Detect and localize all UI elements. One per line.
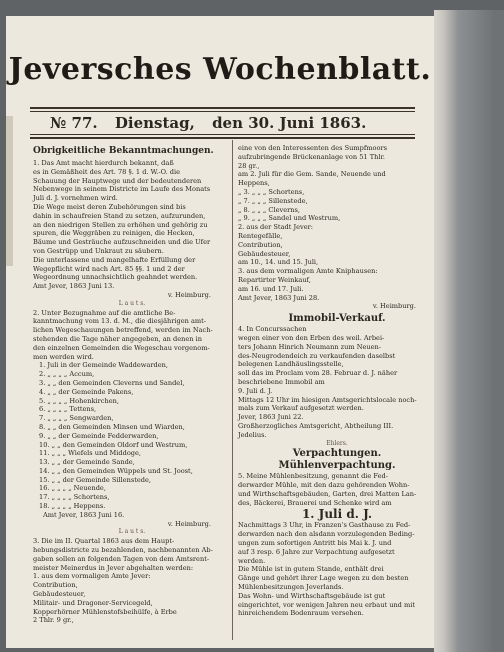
text-line: 18. „ „ „ „ Heppens. xyxy=(39,502,106,511)
right-column xyxy=(238,144,434,618)
text-line: Militair- und Dragoner-Servicegeld, xyxy=(33,598,153,607)
text-line: gaben sollen an folgenden Tagen von dem Amtsrent- xyxy=(33,554,210,563)
issue-number: № 77. xyxy=(50,114,98,132)
text-line: hebungsdistricte zu bezahlenden, nachbenannten Ab- xyxy=(33,546,213,555)
text-line: Großherzogliches Amtsgericht, Abtheilung III. xyxy=(238,421,394,430)
text-line: hinreichendem Bodenraum versehen. xyxy=(238,609,364,618)
text-line: 3. „ „ den Gemeinden Cleverns und Sandel, xyxy=(39,378,185,387)
text-line: 7. „ „ „ „ Sengwarden, xyxy=(39,414,114,423)
text-line: Die Mühle ist in gutem Stande, enthält drei xyxy=(238,565,384,574)
text-line: Repartirter Weinkauf, xyxy=(238,275,311,284)
text-line: 5. „ „ „ „ Hohenkirchen, xyxy=(39,396,119,405)
text-line: Rentegefälle, xyxy=(238,231,283,240)
notice-date: Amt Jever, 1863 Juni 16. xyxy=(43,510,125,519)
newspaper-page xyxy=(6,16,434,648)
divider-note: Ehlers. xyxy=(326,439,348,447)
section-heading: Immobil-Verkauf. xyxy=(288,313,386,325)
text-line: auf 3 resp. 6 Jahre zur Verpachtung aufgesetzt xyxy=(238,547,395,556)
section-subheading: Mühlenverpachtung. xyxy=(278,460,396,472)
book-spine xyxy=(434,10,504,652)
text-line: beschriebene Immobil am xyxy=(238,377,325,386)
signature: v. Heimburg. xyxy=(167,290,211,299)
text-line: Heppens, xyxy=(238,179,270,188)
column-divider xyxy=(232,140,233,640)
issue-day: Dienstag, xyxy=(114,114,195,132)
text-line: Contribution, xyxy=(33,581,78,590)
text-line: 28 gr., xyxy=(238,161,260,170)
text-line: derwarden nach den alsdann vorzulegenden Beding- xyxy=(238,530,415,539)
text-line: wegen einer von den Erben des weil. Arbei- xyxy=(238,333,385,342)
text-line: Jever, 1863 Juni 22. xyxy=(238,413,304,422)
text-line: Die Wege meist deren Zubehörungen sind bis xyxy=(33,202,186,211)
signature: v. Heimburg. xyxy=(167,519,211,528)
highlight-date: 1. Juli d. J. xyxy=(301,507,373,522)
text-line: 2. „ „ „ „ Accum, xyxy=(39,370,95,379)
text-line: 2. aus der Stadt Jever: xyxy=(238,223,314,232)
text-line: 6. „ „ „ „ Tettens, xyxy=(39,405,97,414)
text-line: Das Wohn- und Wirthschaftsgebäude ist gut xyxy=(238,591,386,600)
text-line: und Wirthschaftsgebäuden, Garten, drei Matten Lan- xyxy=(238,489,417,498)
section-heading: Verpachtungen. xyxy=(292,448,382,460)
text-line: 4. „ „ der Gemeinde Pakens, xyxy=(39,387,134,396)
masthead-rule xyxy=(30,107,415,109)
text-line: ungen zum sofortigen Antritt bis Mai k. J. und xyxy=(238,539,392,548)
text-line: werden. xyxy=(238,556,266,565)
text-line: dahin in schaufreien Stand zu setzen, aufzurunden, xyxy=(33,211,206,220)
text-line: am 10., 14. und 15. Juli, xyxy=(238,258,319,267)
text-line: 1. aus dem vormaligen Amte Jever: xyxy=(33,572,151,581)
text-line: Amt Jever, 1863 Juni 13. xyxy=(33,282,115,291)
signature: v. Heimburg. xyxy=(372,302,416,311)
text-line: Nebenwege in seinem Districte im Laufe des Monats xyxy=(33,185,211,194)
text-line: „ 8. „ „ „ Cleverns, xyxy=(238,205,300,214)
text-line: Kopperhörner Mühlenstofsbeihülfe, à Erbe xyxy=(33,607,177,616)
text-line: eingerichtet, vor wenigen Jahren neu erbaut und mit xyxy=(238,600,416,609)
text-line: 5. Meine Mühlenbesitzung, genannt die Fed- xyxy=(238,472,388,481)
text-line: Amt Jever, 1863 Juni 28. xyxy=(238,293,320,302)
notice-1 xyxy=(33,159,231,291)
text-line: stehenden die Tage näher angegeben, an denen in xyxy=(33,334,202,343)
notice-2 xyxy=(33,309,231,362)
text-line: Mittags 12 Uhr im hiesigen Amtsgerichtslocale noch- xyxy=(238,395,417,404)
left-column xyxy=(33,144,231,625)
text-line: 3. aus dem vormaligen Amte Kniphausen: xyxy=(238,267,378,276)
text-line: 15. „ „ der Gemeinde Sillenstede, xyxy=(39,475,152,484)
notice-5-cont xyxy=(238,521,434,618)
text-line: Jedelius. xyxy=(238,430,267,439)
text-line: Gebäudesteuer, xyxy=(238,249,291,258)
text-line: „ 3. „ „ „ Schortens, xyxy=(238,187,305,196)
text-line: Bäume und Gesträuche aufzuschneiden und die Ufer xyxy=(33,238,211,247)
text-line: Contribution, xyxy=(238,240,283,249)
text-line: belegenen Landhäuslingsstelle, xyxy=(238,360,344,369)
text-line: meister Meinerdus in Jever abgehalten werden: xyxy=(33,563,194,572)
text-line: 2 Thlr. 9 gr., xyxy=(33,616,74,625)
text-line: 9. „ „ der Gemeinde Fedderwarden, xyxy=(39,431,159,440)
text-line: 16. „ „ „ „ Neuende, xyxy=(39,484,106,493)
text-line: 3. Die im II. Quartal 1863 aus dem Haupt- xyxy=(33,537,175,546)
masthead: Jeversches Wochenblatt. xyxy=(8,52,432,87)
text-line: 1. Das Amt macht hierdurch bekannt, daß xyxy=(33,159,174,167)
text-line: es in Gemäßheit des Art. 78 §. 1 d. W.-O. die xyxy=(33,167,181,176)
text-line: 4. In Concurssachen xyxy=(238,325,307,334)
schedule-list xyxy=(33,361,231,511)
continued-text xyxy=(238,144,434,170)
notice-4 xyxy=(238,325,434,439)
text-line: Gebäudesteuer, xyxy=(33,590,86,599)
text-line: eine von den Interessenten des Sumpfmoors xyxy=(238,144,388,152)
section-heading: Obrigkeitliche Bekanntmachungen. xyxy=(33,146,214,156)
text-line: 9. Juli d. J. xyxy=(238,386,273,395)
text-line: von Gestrüpp und Unkraut zu säubern. xyxy=(33,246,164,255)
text-line: Schauung der Hauptwege und der bedeutenderen xyxy=(33,176,202,185)
text-line: 2. Unter Bezugnahme auf die amtliche Be- xyxy=(33,308,176,317)
text-line: aufzubringende Brückenanlage von 51 Thlr. xyxy=(238,152,385,161)
divider-note: L a u t s. xyxy=(118,528,146,536)
text-line: des-Neugrodendeich zu verkaufenden daselbst xyxy=(238,351,396,360)
text-line: 11. „ „ „ Wiefels und Middoge, xyxy=(39,449,142,458)
text-line: Gänge und gehört ihrer Lage wegen zu den besten xyxy=(238,574,409,583)
text-line: 10. „ „ den Gemeinden Oldorf und Westrum, xyxy=(39,440,188,449)
text-line: Mühlenbesitzungen Jeverlands. xyxy=(238,583,344,592)
issue-date: den 30. Juni 1863. xyxy=(212,114,367,132)
text-line: „ 7. „ „ „ Sillenstede, xyxy=(238,196,308,205)
binding-strip xyxy=(6,116,13,266)
text-line: „ 9. „ „ „ Sandel und Westrum, xyxy=(238,214,341,223)
text-line: 13. „ „ der Gemeinde Sande, xyxy=(39,458,135,467)
text-line: Die unterlassene und mangelhafte Erfüllung der xyxy=(33,255,196,264)
text-line: am 16. und 17. Juli. xyxy=(238,284,304,293)
text-line: an den niedrigen Stellen zu erhöhen und gehörig zu xyxy=(33,220,208,229)
text-line: kanntmachung vom 13. d. M., die diesjährigen amt- xyxy=(33,317,207,326)
text-line: am 2. Juli für die Gem. Sande, Neuende und xyxy=(238,170,386,179)
text-line: soll das im Proclam vom 28. Februar d. J. näher xyxy=(238,369,398,378)
text-line: mals zum Verkauf aufgesetzt werden. xyxy=(238,404,364,413)
text-line: 1. Juli in der Gemeinde Waddewarden, xyxy=(39,361,168,370)
text-line: lichen Wegeschauungen betreffend, werden im Nach- xyxy=(33,326,213,335)
text-line: des, Bäckerei, Brauerei und Schenke wird am xyxy=(238,498,392,507)
text-line: spuren, die Weggräben zu reinigen, die Hecken, xyxy=(33,229,195,238)
city-levies xyxy=(238,223,434,302)
text-line: Nachmittags 3 Uhr, in Franzen's Gasthause zu Fed- xyxy=(238,521,411,530)
text-line: 8. „ „ den Gemeinden Minsen und Wiarden, xyxy=(39,422,185,431)
masthead-rule-thin xyxy=(30,111,415,112)
text-line: Wegeordnung unnachsichtlich geahndet werden. xyxy=(33,273,198,282)
text-line: Juli d. J. vornehmen wird. xyxy=(33,194,118,203)
text-line: men werden wird. xyxy=(33,352,94,361)
text-line: derwarder Mühle, mit den dazu gehörenden Wohn- xyxy=(238,481,410,490)
text-line: ters Johann Hinrich Neumann zum Neuen- xyxy=(238,342,382,351)
text-line: den einzelnen Gemeinden die Wegeschau vorgenom- xyxy=(33,343,210,352)
notice-5 xyxy=(238,472,434,507)
issue-rule xyxy=(30,134,415,135)
text-line: 14. „ „ den Gemeinden Wüppels und St. Joost, xyxy=(39,466,193,475)
text-line: Wegepflicht wird nach Art. 85 §§. 1 und 2 der xyxy=(33,264,185,273)
divider-note: L a u t s. xyxy=(118,299,146,307)
payment-schedule xyxy=(238,170,434,223)
issue-rule-thick xyxy=(30,137,415,139)
issue-line xyxy=(30,114,415,132)
notice-3 xyxy=(33,537,231,625)
text-line: 17. „ „ „ „ Schortens, xyxy=(39,493,110,502)
